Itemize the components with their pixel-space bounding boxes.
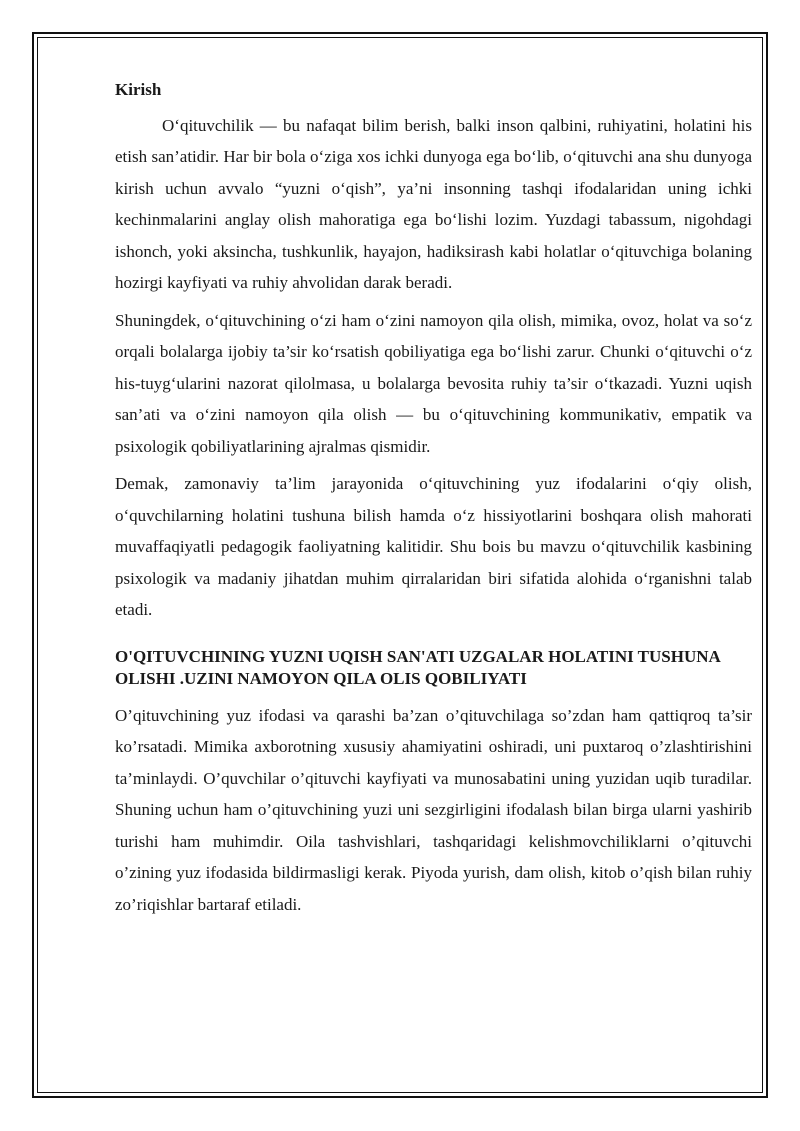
section-paragraph: O’qituvchining yuz ifodasi va qarashi ba’zan o’qituvchilaga so’zdan ham qattiqroq ta’sir ko’rsatadi. Mimika axborotning xususiy ahamiyatini oshiradi, uni puxtaroq o’zlashtirishini ta’minlaydi. O’quvchilar o’qituvchi kayfiyati va munosabatini uning yuzidan uqib turadilar. Shuning uchun ham o’qituvchining yuzi uni sezgirligini ifodalash bilan birga ularni yashirib turishi ham muhimdir. Oila tashvishlari, tashqaridagi kelishmovchiliklarni o’qituvchi o’zining yuz ifodasida bildirmasligi kerak. Piyoda yurish, dam olish, kitob o’qish bilan ruhiy zo’riqishlar bartaraf etiladi.: [115, 705, 752, 914]
section-heading-kirish: Kirish: [115, 80, 162, 99]
intro-paragraph-1: O‘qituvchilik — bu nafaqat bilim berish, balki inson qalbini, ruhiyatini, holatini his etish san’atidir. Har bir bola o‘ziga xos ichki dunyoga ega bo‘lib, o‘qituvchi ana shu dunyoga kirish uchun avvalo “yuzni o‘qish”, ya’ni insonning tashqi ifodalaridan uning ichki kechinmalarini anglay olish mahoratiga ega bo‘lishi lozim. Yuzdagi tabassum, nigohdagi ishonch, yoki aksincha, tushkunlik, hayajon, hadiksirash kabi holatlar o‘qituvchiga bolaning hozirgi kayfiyati va ruhiy ahvolidan darak beradi.: [115, 115, 752, 292]
intro-paragraph-2: Shuningdek, o‘qituvchining o‘zi ham o‘zini namoyon qila olish, mimika, ovoz, holat va so‘z orqali bolalarga ijobiy ta’sir ko‘rsatish qobiliyatiga ega bo‘lishi zarur. Chunki o‘qituvchi o‘z his-tuyg‘ularini nazorat qilolmasa, u bolalarga bevosita ruhiy ta’sir o‘tkazadi. Yuzni uqish san’ati va o‘zini namoyon qila olish — bu o‘qituvchining kommunikativ, empatik va psixologik qobiliyatlarining ajralmas qismidir.: [115, 310, 752, 456]
document-body: [115, 74, 752, 926]
intro-paragraph-3: Demak, zamonaviy ta’lim jarayonida o‘qituvchining yuz ifodalarini o‘qiy olish, o‘quvchilarning holatini tushuna bilish hamda o‘z hissiyotlarini boshqara olish mahorati muvaffaqiyatli pedagogik faoliyatning kalitidir. Shu bois bu mavzu o‘qituvchilik kasbining psixologik va madaniy jihatdan muhim qirralaridan biri sifatida alohida o‘rganishni talab etadi.: [115, 474, 752, 619]
section-title: O'QITUVCHINING YUZNI UQISH SAN'ATI UZGALAR HOLATINI TUSHUNA OLISHI .UZINI NAMOYON QILA OLIS QOBILIYATI: [115, 646, 720, 688]
